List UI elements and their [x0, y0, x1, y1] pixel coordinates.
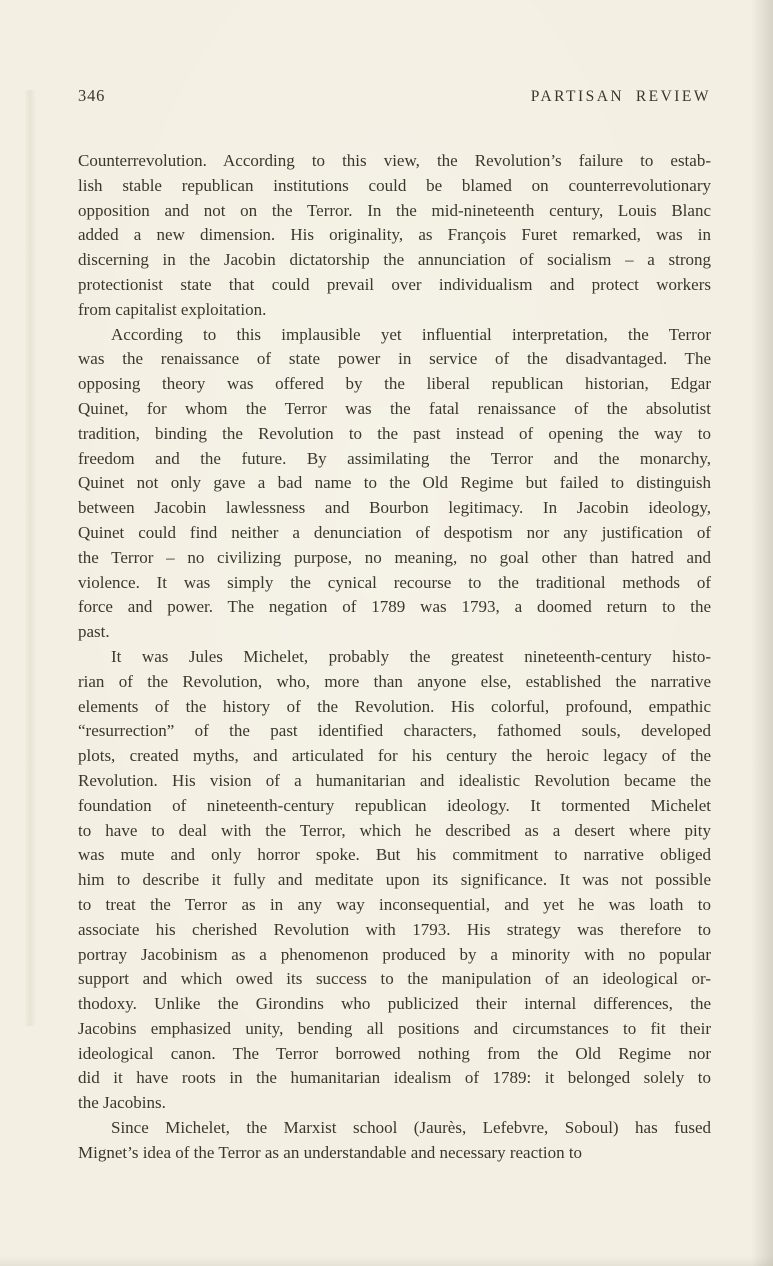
text-line: Quinet, for whom the Terror was the fatal renaissance of the absolutist: [78, 398, 711, 418]
text-line: It was Jules Michelet, probably the greatest nineteenth-century histo-: [111, 646, 711, 666]
text-line: thodoxy. Unlike the Girondins who publicized their internal differences, the: [78, 994, 711, 1014]
text-line: Quinet could find neither a denunciation of despotism nor any justification of: [78, 522, 711, 542]
paragraph: [78, 323, 711, 645]
text-line: the Jacobins.: [78, 1093, 166, 1113]
text-line: from capitalist exploitation.: [78, 299, 267, 319]
text-line: According to this implausible yet influential interpretation, the Terror: [111, 324, 711, 344]
text-line: him to describe it fully and meditate upon its significance. It was not possible: [78, 870, 711, 890]
text-line: “resurrection” of the past identified characters, fathomed souls, developed: [78, 721, 711, 741]
text-line: Since Michelet, the Marxist school (Jaurès, Lefebvre, Soboul) has fused: [111, 1118, 711, 1138]
text-line: Quinet not only gave a bad name to the Old Regime but failed to distinguish: [78, 473, 711, 493]
paragraph: [78, 1116, 711, 1166]
text-line: freedom and the future. By assimilating the Terror and the monarchy,: [78, 448, 711, 468]
text-line: force and power. The negation of 1789 was 1793, a doomed return to the: [78, 597, 711, 617]
text-line: to treat the Terror as in any way inconsequential, and yet he was loath to: [78, 894, 711, 914]
text-line: ideological canon. The Terror borrowed nothing from the Old Regime nor: [78, 1043, 711, 1063]
text-line: tradition, binding the Revolution to the past instead of opening the way to: [78, 423, 711, 443]
text-line: violence. It was simply the cynical recourse to the traditional methods of: [78, 572, 711, 592]
page-edge-shadow: [751, 0, 773, 1266]
text-line: plots, created myths, and articulated for his century the heroic legacy of the: [78, 746, 711, 766]
text-line: protectionist state that could prevail over individualism and protect workers: [78, 274, 711, 294]
text-line: to have to deal with the Terror, which he described as a desert where pity: [78, 820, 711, 840]
page-body: [78, 149, 711, 1166]
text-line: added a new dimension. His originality, as François Furet remarked, was in: [78, 225, 711, 245]
text-line: elements of the history of the Revolution. His colorful, profound, empathic: [78, 696, 711, 716]
text-line: was the renaissance of state power in service of the disadvantaged. The: [78, 349, 711, 369]
text-line: lish stable republican institutions could be blamed on counterrevolutionary: [78, 175, 711, 195]
text-line: portray Jacobinism as a phenomenon produced by a minority with no popular: [78, 944, 711, 964]
text-line: the Terror – no civilizing purpose, no meaning, no goal other than hatred and: [78, 547, 711, 567]
text-line: discerning in the Jacobin dictatorship the annunciation of socialism – a strong: [78, 250, 711, 270]
text-line: opposition and not on the Terror. In the mid-nineteenth century, Louis Blanc: [78, 200, 711, 220]
text-line: Counterrevolution. According to this view, the Revolution’s failure to estab-: [78, 151, 711, 170]
paragraph: [78, 645, 711, 1116]
text-line: between Jacobin lawlessness and Bourbon legitimacy. In Jacobin ideology,: [78, 498, 711, 518]
text-line: Mignet’s idea of the Terror as an understandable and necessary reaction to: [78, 1142, 583, 1162]
page-gutter-shadow: [24, 90, 36, 1026]
text-line: was mute and only horror spoke. But his commitment to narrative obliged: [78, 845, 711, 865]
text-line: past.: [78, 622, 110, 642]
text-line: Jacobins emphasized unity, bending all positions and circumstances to fit their: [78, 1018, 711, 1038]
text-line: support and which owed its success to the manipulation of an ideological or-: [78, 969, 711, 989]
page-number: 346: [78, 86, 106, 105]
journal-title: PARTISAN REVIEW: [530, 88, 711, 105]
paragraph: [78, 149, 711, 323]
text-line: associate his cherished Revolution with 1793. His strategy was therefore to: [78, 919, 711, 939]
page-header: [78, 86, 711, 106]
page-bottom-shadow: [0, 1256, 773, 1266]
text-line: rian of the Revolution, who, more than anyone else, established the narrative: [78, 671, 711, 691]
text-line: opposing theory was offered by the liberal republican historian, Edgar: [78, 374, 711, 394]
text-line: foundation of nineteenth-century republican ideology. It tormented Michelet: [78, 795, 711, 815]
text-line: Revolution. His vision of a humanitarian and idealistic Revolution became the: [78, 770, 711, 790]
text-line: did it have roots in the humanitarian idealism of 1789: it belonged solely to: [78, 1068, 711, 1088]
